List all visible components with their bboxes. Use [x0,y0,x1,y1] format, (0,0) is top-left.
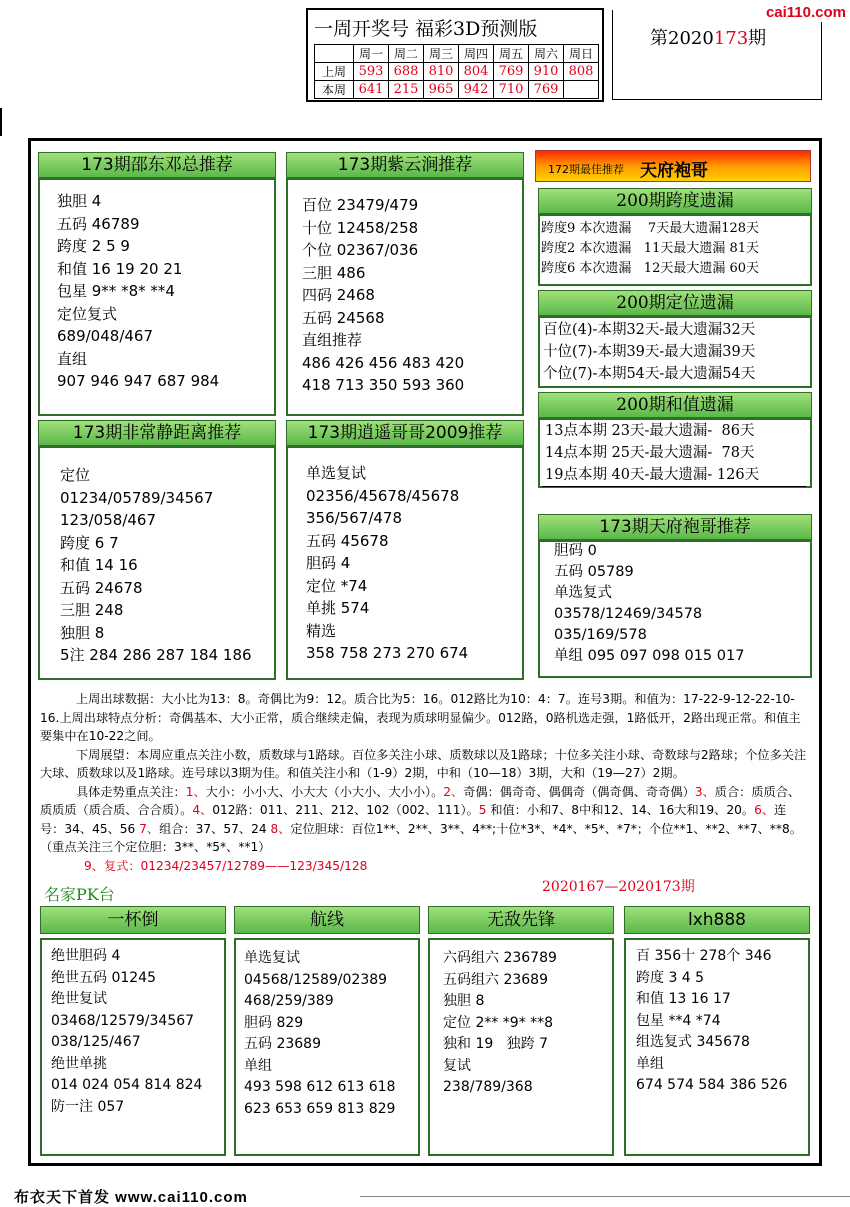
text-line: 014 024 054 814 824 [51,1077,203,1093]
text-line: 五码 05789 [554,564,634,580]
pk-title-3: 无敌先锋 [428,906,614,934]
item-number: 6、 [754,803,775,817]
text-line: 定位 [60,466,91,484]
result-cell: 593 [354,63,389,81]
result-cell: 810 [424,63,459,81]
text-line: 623 653 659 813 829 [244,1100,396,1117]
day-header: 周四 [459,45,494,63]
panel-title-dingwei: 200期定位遗漏 [538,290,812,316]
text-line: 跨度2 本次遗漏 11天最大遗漏 81天 [541,241,760,256]
text-line: 百 356十 278个 346 [636,948,772,964]
day-header: 周日 [564,45,599,63]
text-line: 绝世五码 01245 [51,969,156,986]
day-header: 周三 [424,45,459,63]
panel-title-tianfu: 173期天府袍哥推荐 [538,514,812,540]
text-line: 468/259/389 [244,993,334,1009]
item-text: 和值：小和7、8中和12、14、16大和19、20。 [486,803,755,817]
text-line: 单挑 574 [306,599,370,617]
text-line: 五码 46789 [57,214,140,233]
text-line: 胆码 829 [244,1014,304,1031]
text-line: 02356/45678/45678 [306,486,460,505]
pk-title-2: 航线 [234,906,420,934]
text-line: 个位 02367/036 [302,241,419,259]
text-line: 绝世胆码 4 [51,948,121,964]
result-cell: 641 [354,81,389,99]
best-banner [535,150,811,182]
panel-kuadu-lines [541,219,759,279]
text-line: 胆码 4 [306,554,351,572]
text-line: 123/058/467 [60,511,156,529]
pk-col-1-lines [51,946,202,1118]
text-line: 19点本期 40天-最大遗漏- 126天 [545,467,760,483]
text-line: 单选复试 [244,950,300,966]
text-line: 独胆 8 [443,993,485,1009]
result-cell: 688 [389,63,424,81]
text-line: 跨度9 本次遗漏 7天最大遗漏128天 [541,221,760,236]
text-line: 和值 14 16 [60,556,138,574]
text-line: 组选复式 345678 [636,1034,750,1050]
item-number: 5 [478,803,487,817]
text-line: 038/125/467 [51,1034,141,1050]
text-line: 直组推荐 [302,331,363,349]
text-line: 十位 12458/258 [302,218,419,237]
result-cell: 910 [529,63,564,81]
text-line: 包星 **4 *74 [636,1012,721,1029]
item-text: 奇偶：偶奇奇、偶偶奇（偶奇偶、奇奇偶） [463,784,695,799]
text-line: 单选复式 [554,585,612,601]
pk-col-3-lines [443,948,557,1099]
day-header: 周二 [389,45,424,63]
text-line: 独胆 4 [57,192,102,210]
site-logo[interactable]: cai110.com [765,4,846,21]
text-line: 03578/12469/34578 [554,606,703,622]
pk-label: 名家PK台 [44,885,115,904]
result-cell: 769 [494,63,529,81]
text-line: 和值 13 16 17 [636,991,731,1007]
item-number: 2、 [443,784,464,799]
footer-text: 布衣天下首发 www.cai110.com [14,1189,248,1206]
text-line: 04568/12589/02389 [244,971,388,988]
text-line: 百位 23479/479 [302,196,419,214]
panel-title-hezhi: 200期和值遗漏 [538,392,812,418]
text-line: 035/169/578 [554,627,647,643]
text-line: 百位(4)-本期32天-最大遗漏32天 [543,322,756,338]
item-number: 4、 [192,803,213,817]
panel-title-xiaoyao: 173期逍遥哥哥2009推荐 [286,420,524,446]
weekly-results-table [314,44,599,99]
text-line: 13点本期 23天-最大遗漏- 86天 [545,423,755,439]
text-line: 个位(7)-本期54天-最大遗漏54天 [543,366,756,382]
page-title: 一周开奖号 福彩3D预测版 [314,18,538,40]
panel-shao-lines [57,190,219,393]
text-line: 定位复式 [57,304,118,323]
item-text: 连号：34、45、56 [40,803,787,836]
text-line: 胆码 0 [554,543,597,559]
result-cell: 769 [529,81,564,99]
text-line: 674 574 584 386 526 [636,1077,788,1093]
text-line: 和值 16 19 20 21 [57,259,183,278]
text-line: 五码 23689 [244,1036,321,1052]
text-line: 01234/05789/34567 [60,488,214,507]
text-line: 五码 45678 [306,531,389,550]
text-line: 五码 24568 [302,308,385,327]
result-cell: 942 [459,81,494,99]
item-text: 质合：质质合、质质质（质合质、合合质）。 [40,784,801,817]
item-text: 定位胆球：百位1**、2**、3**、4**;十位*3*、*4*、*5*、*7*；个位**1、**2、**7、**8。（重点关注三个定位胆：3**、*5*、**1） [40,821,802,854]
text-line: 三胆 486 [302,263,366,282]
best-small-label: 172期最佳推荐 [548,163,624,176]
period-label: 第2020173期 [650,28,767,49]
text-line: 精选 [306,621,337,640]
text-line: 689/048/467 [57,327,153,345]
result-cell: 965 [424,81,459,99]
pk-title-1: 一杯倒 [40,906,226,934]
day-header: 周六 [529,45,564,63]
result-cell: 804 [459,63,494,81]
text-line: 包星 9** *8* **4 [57,282,175,300]
pk-date: 2020167—2020173期 [542,879,695,895]
text-line: 四码 2468 [302,286,375,304]
item-text: 大小：小小大、小大大（小大小、大小小）。 [205,784,444,799]
item-number: 7、 [139,821,160,836]
panel-dingwei-lines [543,319,755,385]
analysis-p1: 上周出球数据：大小比为13：8。奇偶比为9：12。质合比为5：16。012路比为10：4：7。连号3期。和值为：17-22-9-12-22-10-16.上周出球特点分析：奇偶基本、大小正常，质合继续走偏，表现为质球明显偏少。012路，0路机选走强，1路低开，2路出现正常。和值主要集中在10-22之间。 [40,692,801,743]
result-cell: 215 [389,81,424,99]
text-line: 独胆 8 [60,623,105,642]
panel-title-shao: 173期邵东邓总推荐 [38,152,276,178]
panel-tianfu-lines [554,541,744,667]
text-line: 单组 095 097 098 015 017 [554,648,745,664]
panel-title-jingju: 173期非常静距离推荐 [38,420,276,446]
text-line: 定位 *74 [306,576,368,595]
text-line: 单选复试 [306,464,367,482]
panel-ziyun-lines [302,194,464,397]
text-line: 定位 2** *9* **8 [443,1014,554,1031]
item-text: 012路：011、211、212、102（002、111）。 [212,803,479,817]
text-line: 五码 24678 [60,578,143,597]
result-cell: 808 [564,63,599,81]
text-line: 418 713 350 593 360 [302,376,465,394]
text-line: 绝世单挑 [51,1055,107,1072]
panel-hezhi-lines [545,420,759,486]
analysis-p4: 9、复式：01234/23457/12789——123/345/128 [84,858,368,873]
text-line: 防一注 057 [51,1098,125,1115]
text-line: 独和 19 独跨 7 [443,1036,548,1052]
footer-line [360,1196,850,1197]
text-line: 356/567/478 [306,509,402,527]
text-line: 跨度 2 5 9 [57,237,130,255]
text-line: 十位(7)-本期39天-最大遗漏39天 [543,344,756,360]
text-line: 358 758 273 270 674 [306,644,469,662]
analysis-text [40,690,810,875]
text-line: 单组 [244,1057,272,1074]
text-line: 03468/12579/34567 [51,1012,195,1029]
text-line: 直组 [57,349,88,368]
text-line: 六码组六 236789 [443,950,557,966]
panel-title-ziyun: 173期紫云涧推荐 [286,152,524,178]
row-label: 本周 [315,81,354,99]
panel-jingju-lines [60,464,252,667]
text-line: 五码组六 23689 [443,971,548,988]
day-header: 周五 [494,45,529,63]
result-cell: 710 [494,81,529,99]
text-line: 三胆 248 [60,601,124,619]
text-line: 跨度6 本次遗漏 12天最大遗漏 60天 [541,261,760,276]
item-number: 3、 [694,784,715,799]
text-line: 486 426 456 483 420 [302,353,465,372]
text-line: 238/789/368 [443,1079,533,1095]
panel-xiaoyao-lines [306,462,468,665]
pk-col-4-lines [636,946,787,1097]
text-line: 5注 284 286 287 184 186 [60,646,252,664]
text-line: 跨度 3 4 5 [636,969,705,986]
text-line: 493 598 612 613 618 [244,1079,396,1095]
best-big-label: 天府袍哥 [640,161,708,181]
item-text: 组合：37、57、24 [159,821,271,836]
day-header: 周一 [354,45,389,63]
row-label: 上周 [315,63,354,81]
text-line: 14点本期 25天-最大遗漏- 78天 [545,445,755,461]
text-line: 907 946 947 687 984 [57,372,220,390]
text-line: 跨度 6 7 [60,533,119,552]
panel-title-kuadu: 200期跨度遗漏 [538,188,812,214]
text-line: 复试 [443,1057,471,1074]
analysis-p3: 具体走势重点关注：1、大小：小小大、小大大（小大小、大小小）。2、奇偶：偶奇奇、偶偶奇（偶奇偶、奇奇偶）3、质合：质质合、质质质（质合质、合合质）。4、012路：011、211、212、102（002、111）。5 和值：小和7、8中和12、14、16大和19、20。6、连号：34、45、56 7、组合：37、57、24 8、定位胆球：百位1**、2**、3**、4**;十位*3*、*4*、*5*、*7*；个位**1、**2、**7、**8。（重点关注三个定位胆：3**、*5*、**1） [40,784,802,854]
analysis-p2: 下周展望：本周应重点关注小数，质数球与1路球。百位多关注小球、质数球以及1路球；十位多关注小球、奇数球与2路球；个位多关注大球、质数球以及1路球。连号球以3期为佳。和值关注小和（1-9）2期，中和（10—18）3期，大和（19—27）2期。 [40,747,807,780]
result-cell [564,81,599,99]
pk-title-4: lxh888 [624,906,810,934]
text-line: 绝世复试 [51,991,107,1007]
item-number: 8、 [270,821,291,836]
item-number: 1、 [185,784,206,799]
pk-col-2-lines [244,948,395,1120]
text-line: 单组 [636,1055,664,1072]
